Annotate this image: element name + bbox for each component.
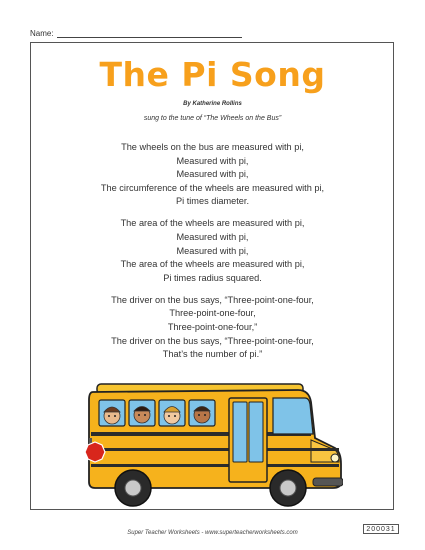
stanza-3: [40, 294, 385, 362]
lyric-line: Three-point-one-four,”: [167, 321, 258, 332]
lyric-line: Measured with pi,: [176, 231, 249, 242]
page-title: The Pi Song: [99, 55, 326, 94]
lyric-line: Pi times radius squared.: [163, 272, 262, 283]
lyric-line: Measured with pi,: [176, 155, 249, 166]
school-bus-icon: [83, 378, 343, 510]
stanza-1: [40, 141, 385, 209]
lyric-line: The driver on the bus says, “Three-point-one-four,: [111, 335, 314, 346]
tune-note: sung to the tune of “The Wheels on the Bus”: [143, 115, 282, 122]
lyric-line: The area of the wheels are measured with pi,: [120, 259, 305, 270]
lyric-line: The wheels on the bus are measured with pi,: [121, 142, 304, 152]
lyric-line: Measured with pi,: [176, 245, 249, 256]
song-lyrics: [40, 141, 385, 370]
lyric-line: The area of the wheels are measured with pi,: [120, 218, 305, 229]
lyric-line: Measured with pi,: [176, 169, 249, 180]
name-label: Name:: [30, 29, 54, 38]
worksheet-code: 200031: [363, 524, 399, 534]
lyric-line: The circumference of the wheels are measured with pi,: [100, 182, 325, 193]
lyric-line: That’s the number of pi.”: [162, 349, 263, 360]
stanza-2: [40, 217, 385, 285]
name-field: [30, 29, 242, 38]
footer-credit: Super Teacher Worksheets - www.superteacherworksheets.com: [127, 530, 298, 536]
lyric-line: Pi times diameter.: [175, 196, 249, 207]
name-line[interactable]: [57, 29, 242, 38]
lyric-line: Three-point-one-four,: [169, 308, 256, 319]
lyric-line: The driver on the bus says, “Three-point-one-four,: [111, 294, 314, 305]
author-credit: By Katherine Rollins: [183, 101, 242, 107]
